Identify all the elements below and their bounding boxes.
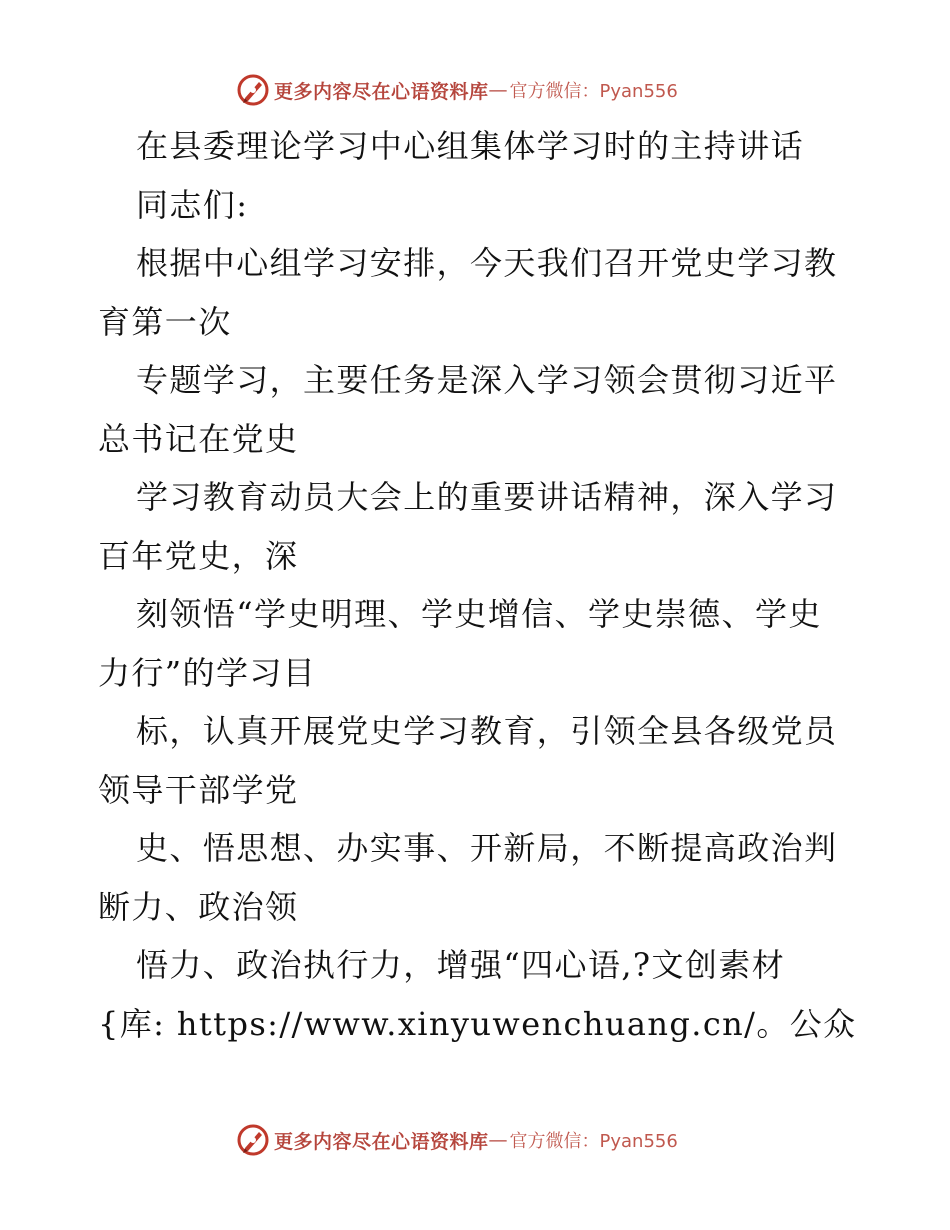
document-title: 在县委理论学习中心组集体学习时的主持讲话 xyxy=(136,127,805,165)
text-line: 标，认真开展党史学习教育，引领全县各级党员 xyxy=(136,712,838,750)
pen-logo-icon xyxy=(236,1123,270,1157)
banner-wechat-text: 官方微信：Pyan556 xyxy=(509,1131,678,1152)
footer-banner xyxy=(236,1122,716,1158)
text-line: 百年党史，深 xyxy=(98,536,299,575)
text-line: 根据中心组学习安排，今天我们召开党史学习教 xyxy=(136,244,838,282)
header-banner xyxy=(236,72,716,108)
banner-wechat-text: 官方微信：Pyan556 xyxy=(509,81,678,102)
text-line: 刻领悟“学史明理、学史增信、学史崇德、学史 xyxy=(136,595,822,633)
text-line: 领导干部学党 xyxy=(98,770,299,809)
text-line: 断力、政治领 xyxy=(98,887,299,926)
banner-brand-text: 更多内容尽在心语资料库 xyxy=(274,80,489,103)
text-line: 史、悟思想、办实事、开新局，不断提高政治判 xyxy=(136,829,838,867)
text-line: 专题学习，主要任务是深入学习领会贯彻习近平 xyxy=(136,361,838,399)
text-line: 总书记在党史 xyxy=(98,419,299,458)
text-line: 力行”的学习目 xyxy=(98,653,317,692)
document-body xyxy=(98,117,858,1053)
text-line: 学习教育动员大会上的重要讲话精神，深入学习 xyxy=(136,478,838,516)
text-line: 育第一次 xyxy=(98,302,232,341)
pen-logo-icon xyxy=(236,73,270,107)
banner-dash: — xyxy=(488,79,508,101)
salutation: 同志们: xyxy=(136,185,249,224)
banner-brand-text: 更多内容尽在心语资料库 xyxy=(274,1130,489,1153)
text-line: 悟力、政治执行力，增强“四心语,?文创素材 xyxy=(136,946,786,984)
text-line: {库: https://www.xinyuwenchuang.cn/。公众 xyxy=(98,1004,857,1043)
banner-dash: — xyxy=(488,1129,508,1151)
